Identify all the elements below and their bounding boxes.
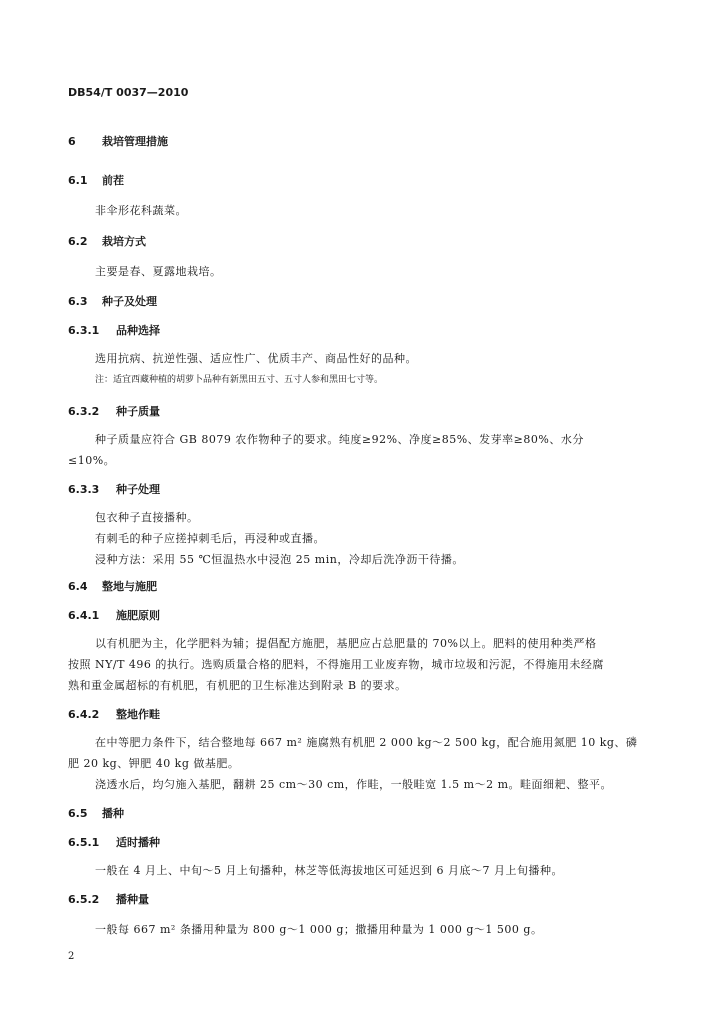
section-title: 栽培管理措施 [102, 135, 168, 148]
section-title: 种子处理 [116, 483, 160, 496]
paragraph-line: 以有机肥为主，化学肥料为辅；提倡配方施肥，基肥应占总肥量的 70%以上。肥料的使用种类严格 [95, 637, 597, 650]
section-number: 6.5.2 [68, 893, 100, 906]
note: 注：适宜西藏种植的胡萝卜品种有新黑田五寸、五寸人参和黑田七寸等。 [95, 375, 384, 385]
section-6-5-2-heading [68, 891, 149, 907]
section-number: 6.4.1 [68, 609, 100, 622]
section-number: 6.4 [68, 580, 88, 593]
section-number: 6 [68, 135, 76, 148]
section-number: 6.2 [68, 235, 88, 248]
section-number: 6.5.1 [68, 836, 100, 849]
section-number: 6.3 [68, 295, 88, 308]
section-title: 种子及处理 [102, 295, 157, 308]
section-title: 整地与施肥 [102, 580, 157, 593]
paragraph: 选用抗病、抗逆性强、适应性广、优质丰产、商品性好的品种。 [95, 352, 417, 365]
section-number: 6.1 [68, 174, 88, 187]
section-6-2-heading [68, 233, 146, 249]
section-number: 6.3.2 [68, 405, 100, 418]
page-number: 2 [68, 951, 75, 962]
section-title: 施肥原则 [116, 609, 160, 622]
paragraph-line: ≤10%。 [68, 454, 116, 467]
section-title: 前茬 [102, 174, 124, 187]
section-title: 整地作畦 [116, 708, 160, 721]
section-title: 播种 [102, 807, 124, 820]
paragraph: 一般在 4 月上、中旬～5 月上旬播种，林芝等低海拔地区可延迟到 6 月底～7 月上旬播种。 [95, 864, 563, 877]
paragraph-line: 种子质量应符合 GB 8079 农作物种子的要求。纯度≥92%、净度≥85%、发芽率≥80%、水分 [95, 433, 584, 446]
section-6-5-heading [68, 805, 124, 821]
section-6-5-1-heading [68, 834, 160, 850]
paragraph-line: 包衣种子直接播种。 [95, 511, 199, 524]
section-6-4-1-heading [68, 607, 160, 623]
section-number: 6.5 [68, 807, 88, 820]
section-title: 适时播种 [116, 836, 160, 849]
section-6-heading [68, 133, 168, 149]
paragraph: 主要是春、夏露地栽培。 [95, 265, 222, 278]
document-code: DB54/T 0037—2010 [68, 86, 189, 99]
paragraph-line: 按照 NY/T 496 的执行。选购质量合格的肥料，不得施用工业废弃物，城市垃圾和污泥，不得施用未经腐 [68, 658, 604, 671]
section-6-3-3-heading [68, 481, 160, 497]
paragraph-line: 在中等肥力条件下，结合整地每 667 m² 施腐熟有机肥 2 000 kg～2 500 kg，配合施用氮肥 10 kg、磷 [95, 736, 638, 749]
section-6-3-heading [68, 293, 157, 309]
paragraph-line: 有刺毛的种子应搓掉刺毛后，再浸种或直播。 [95, 532, 325, 545]
section-6-4-2-heading [68, 706, 160, 722]
section-title: 品种选择 [116, 324, 160, 337]
paragraph: 非伞形花科蔬菜。 [95, 204, 187, 217]
paragraph-line: 浇透水后，均匀施入基肥，翻耕 25 cm～30 cm，作畦，一般畦宽 1.5 m～2 m。畦面细耙、整平。 [95, 778, 613, 791]
section-number: 6.3.1 [68, 324, 100, 337]
paragraph-line: 肥 20 kg、钾肥 40 kg 做基肥。 [68, 757, 240, 770]
paragraph: 一般每 667 m² 条播用种量为 800 g～1 000 g；撒播用种量为 1 000 g～1 500 g。 [95, 923, 543, 936]
section-title: 种子质量 [116, 405, 160, 418]
section-6-3-2-heading [68, 403, 160, 419]
section-6-3-1-heading [68, 322, 160, 338]
section-6-4-heading [68, 578, 157, 594]
paragraph-line: 熟和重金属超标的有机肥，有机肥的卫生标准达到附录 B 的要求。 [68, 679, 407, 692]
section-title: 播种量 [116, 893, 149, 906]
section-title: 栽培方式 [102, 235, 146, 248]
section-number: 6.4.2 [68, 708, 100, 721]
section-6-1-heading [68, 172, 124, 188]
paragraph-line: 浸种方法：采用 55 ℃恒温热水中浸泡 25 min，冷却后洗净沥干待播。 [95, 553, 464, 566]
section-number: 6.3.3 [68, 483, 100, 496]
